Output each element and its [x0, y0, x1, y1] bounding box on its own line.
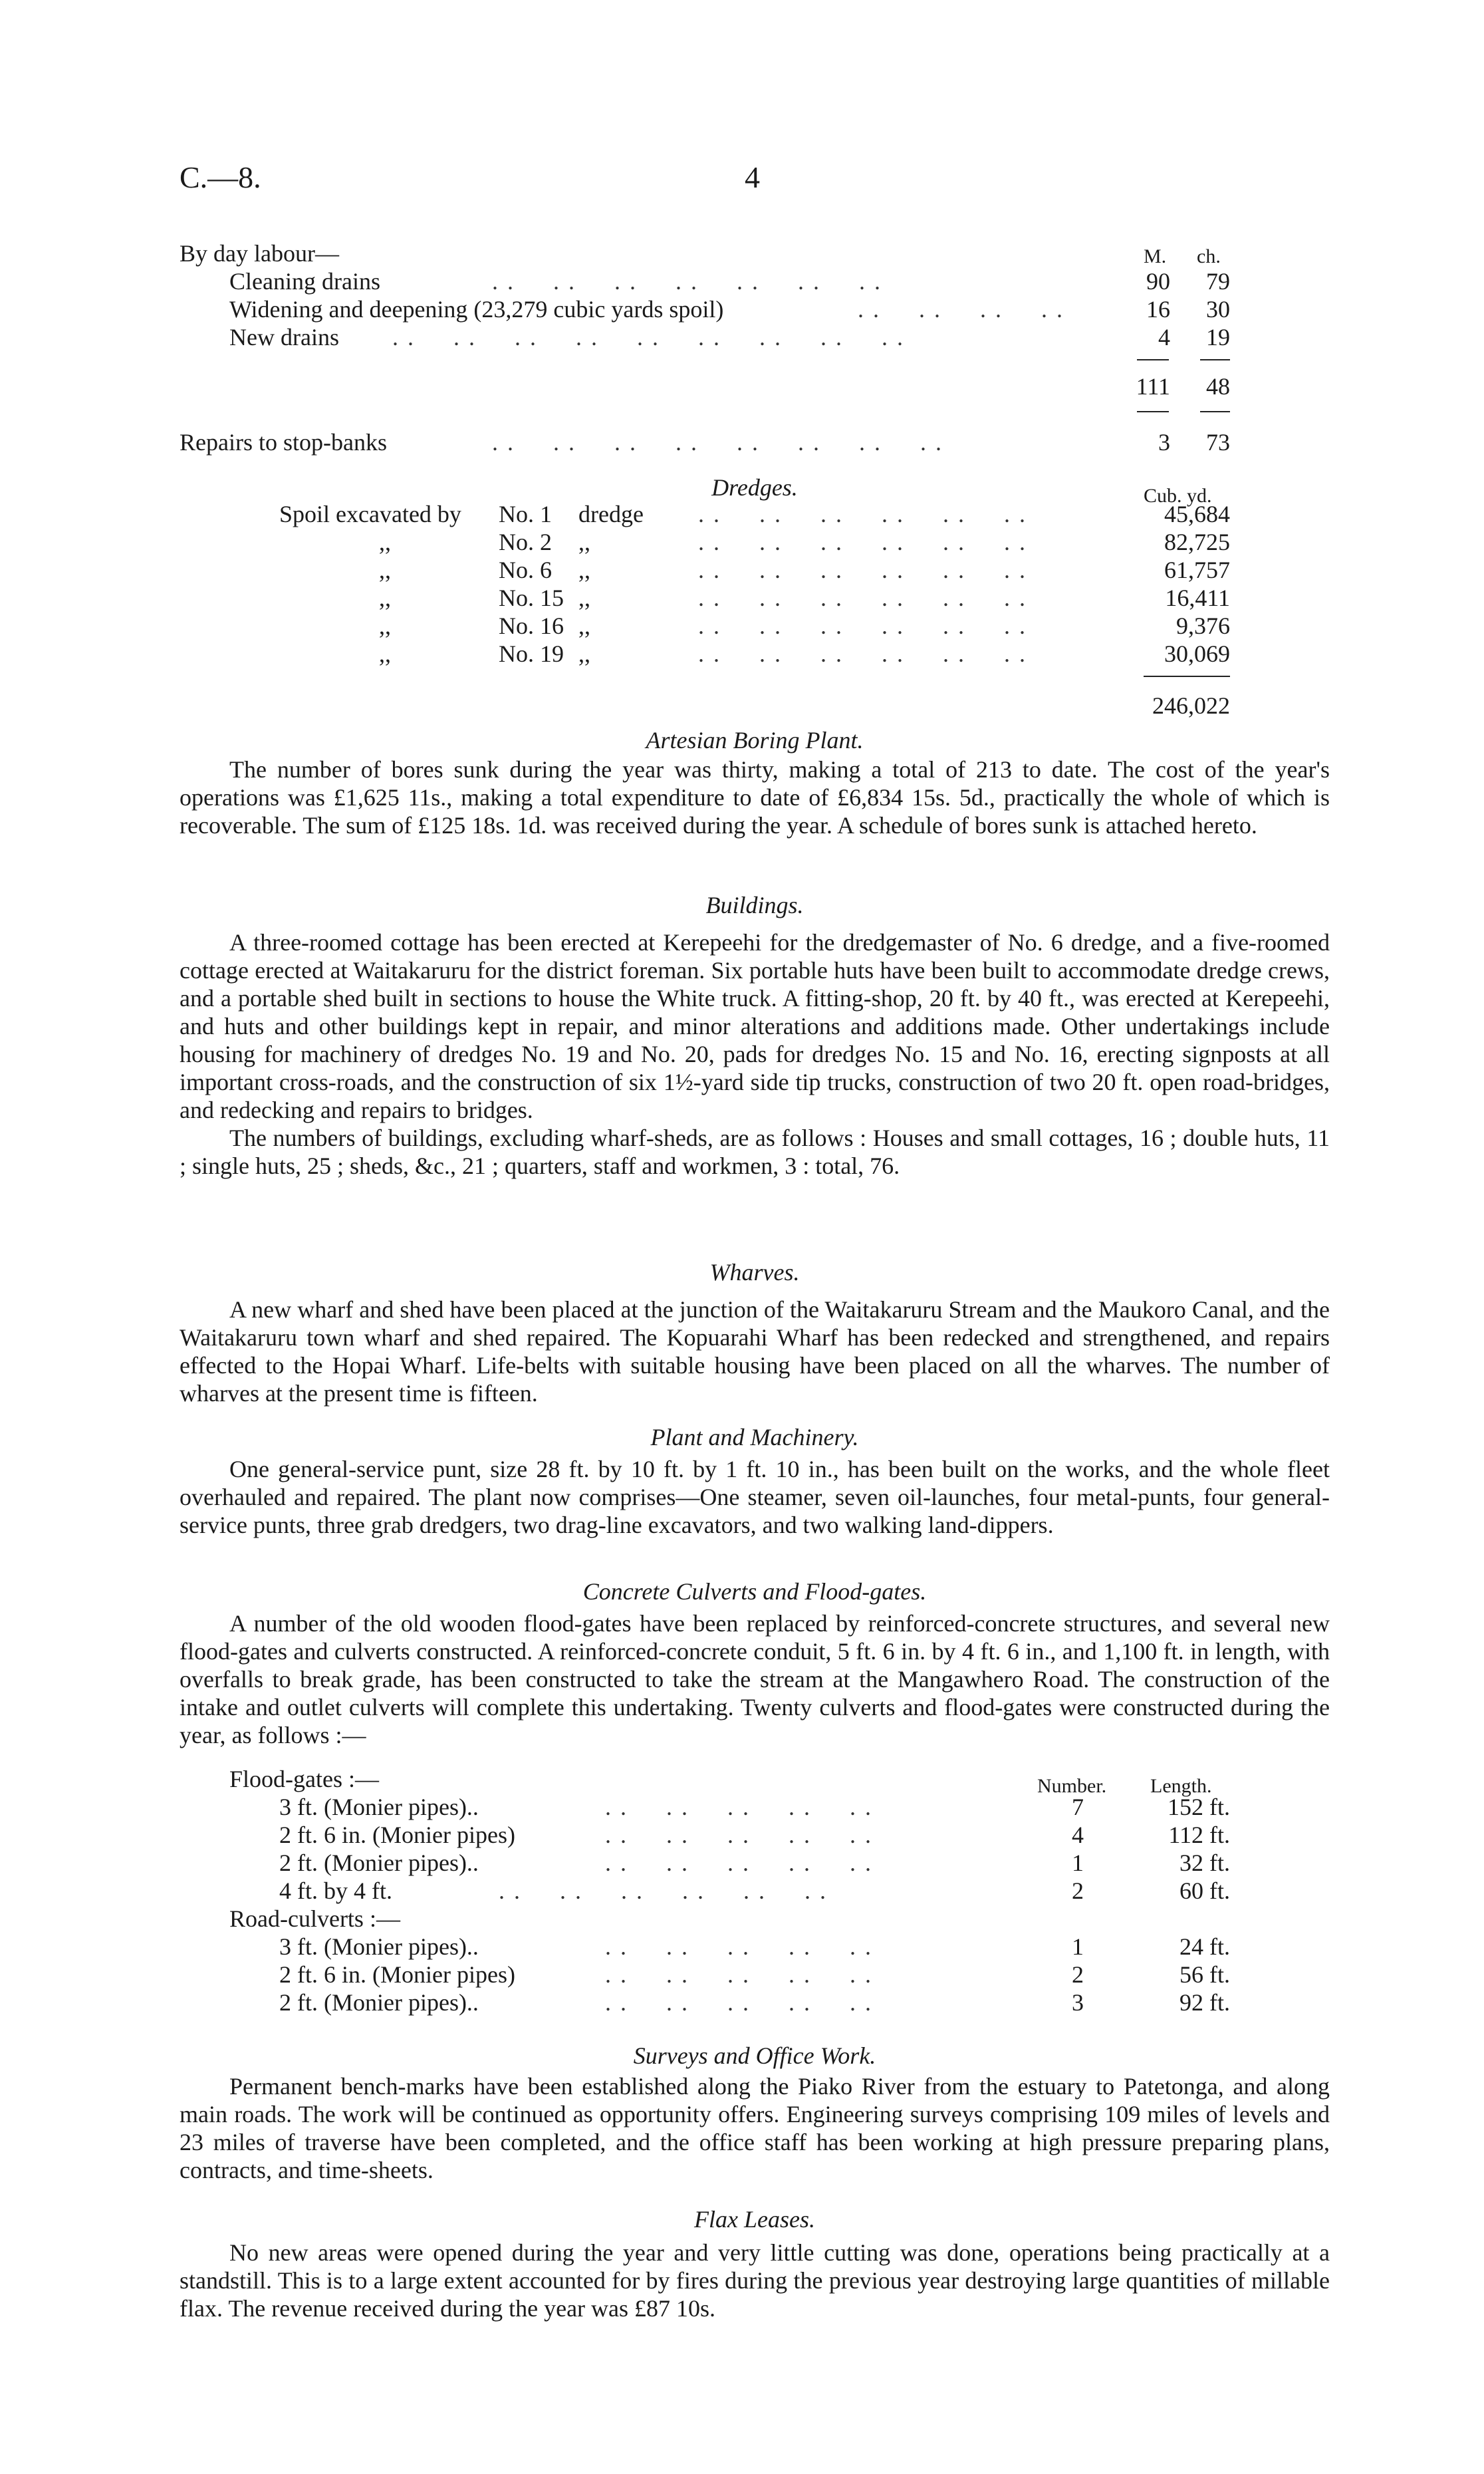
- dredge-row-no: No. 15: [499, 585, 564, 611]
- leader-dots: .. .. .. .. .. ..: [499, 1877, 835, 1904]
- leader-dots: .. .. .. .. ..: [605, 1794, 880, 1820]
- plant-paragraph: [180, 1455, 1330, 1539]
- culvert-row-label: 3 ft. (Monier pipes)..: [279, 1933, 479, 1960]
- floodgates-label: Flood-gates :—: [229, 1766, 379, 1792]
- wharves-heading: Wharves.: [709, 1259, 800, 1286]
- floodgate-row-length: 152 ft.: [1168, 1794, 1230, 1820]
- floodgate-row-label: 2 ft. 6 in. (Monier pipes): [279, 1822, 515, 1848]
- concrete-heading: Concrete Culverts and Flood-gates.: [582, 1578, 927, 1605]
- leader-dots: .. .. .. ..: [858, 296, 1072, 323]
- dredge-row-no: No. 16: [499, 613, 564, 639]
- dredge-row-prefix: ,,: [379, 529, 391, 555]
- rule: [1137, 359, 1169, 360]
- dredge-row-no: No. 1: [499, 501, 552, 527]
- leader-dots: .. .. .. .. .. ..: [698, 640, 1035, 667]
- leader-dots: .. .. .. .. .. .. .. ..: [492, 429, 951, 456]
- day-labour-row-label: Widening and deepening (23,279 cubic yards spoil): [229, 296, 724, 323]
- leader-dots: .. .. .. .. .. .. ..: [492, 268, 890, 295]
- buildings-heading: Buildings.: [705, 892, 804, 918]
- repairs-m: 3: [1158, 429, 1170, 456]
- day-labour-ch: 79: [1206, 268, 1230, 295]
- leader-dots: .. .. .. .. ..: [605, 1850, 880, 1876]
- artesian-heading: Artesian Boring Plant.: [646, 727, 864, 754]
- dredge-row-suffix: ,,: [578, 613, 590, 639]
- dredge-row-suffix: ,,: [578, 529, 590, 555]
- flax-text: No new areas were opened during the year and very little cutting was done, operations being practically at a standstill. This is to a large extent accounted for by fires during the previous year destroying large quantities of millable flax. The revenue received during the year was £87 10s.: [180, 2239, 1330, 2322]
- leader-dots: .. .. .. .. .. .. .. .. ..: [392, 324, 912, 350]
- day-labour-ch: 30: [1206, 296, 1230, 323]
- artesian-text: The number of bores sunk during the year was thirty, making a total of 213 to date. The cost of the year's operations was £1,625 11s., making a total expenditure to date of £6,834 15s. 5d., practically the whole of which is recoverable. The sum of £125 18s. 1d. was received during the year. A schedule of bores sunk is attached hereto.: [180, 756, 1330, 839]
- rule: [1137, 411, 1169, 412]
- day-labour-m: 90: [1146, 268, 1170, 295]
- leader-dots: .. .. .. .. ..: [605, 1961, 880, 1988]
- col-m-header: M.: [1144, 245, 1167, 267]
- col-number-header: Number.: [1037, 1775, 1107, 1797]
- day-labour-row-label: New drains: [229, 324, 339, 350]
- dredge-row-value: 61,757: [1164, 557, 1230, 583]
- leader-dots: .. .. .. .. ..: [605, 1822, 880, 1848]
- day-labour-total-ch: 48: [1206, 373, 1230, 400]
- culvert-row-label: 2 ft. 6 in. (Monier pipes): [279, 1961, 515, 1988]
- floodgate-row-label: 4 ft. by 4 ft.: [279, 1877, 392, 1904]
- dredge-row-value: 30,069: [1164, 640, 1230, 667]
- dredge-row-value: 9,376: [1176, 613, 1230, 639]
- artesian-paragraph: [180, 756, 1330, 839]
- culverts-label: Road-culverts :—: [229, 1905, 400, 1932]
- buildings-count-text: The numbers of buildings, excluding wharf-sheds, are as follows : Houses and small cottages, 16 ; double huts, 11 ; single huts, 25 ; sheds, &c., 21 ; quarters, staff and workmen, 3 : total, 76.: [180, 1125, 1330, 1179]
- dredge-row-value: 16,411: [1165, 585, 1230, 611]
- floodgate-row-length: 32 ft.: [1179, 1850, 1230, 1876]
- surveys-text: Permanent bench-marks have been established along the Piako River from the estuary to Patetonga, and along main roads. The work will be continued as opportunity offers. Engineering surveys comprising 109 miles of levels and 23 miles of traverse have been completed, and the office staff has been working at high pressure preparing plans, contracts, and time-sheets.: [180, 2073, 1330, 2183]
- dredges-col-header: Cub. yd.: [1144, 485, 1212, 507]
- plant-text: One general-service punt, size 28 ft. by 10 ft. by 1 ft. 10 in., has been built on the works, and the whole fleet overhauled and repaired. The plant now comprises—One steamer, seven oil-launches, four metal-punts, four general-service punts, three grab dredgers, two drag-line excavators, and two walking land-dippers.: [180, 1456, 1330, 1538]
- col-ch-header: ch.: [1197, 245, 1221, 267]
- rule: [1200, 411, 1230, 412]
- floodgate-row-label: 2 ft. (Monier pipes)..: [279, 1850, 479, 1876]
- flax-heading: Flax Leases.: [694, 2206, 815, 2233]
- dredge-row-suffix: ,,: [578, 557, 590, 583]
- flax-paragraph: [180, 2239, 1330, 2322]
- buildings-text: A three-roomed cottage has been erected at Kerepeehi for the dredgemaster of No. 6 dredge, and a five-roomed cottage erected at Waitakaruru for the district foreman. Six portable huts have been built to accommodate dredge crews, and a portable shed built in sections to house the White truck. A fitting-shop, 20 ft. by 40 ft., was erected at Kerepeehi, and huts and other buildings kept in repair, and minor alterations and additions made. Other undertakings include housing for machinery of dredges No. 19 and No. 20, pads for dredges No. 15 and No. 16, erecting signposts at all important cross-roads, and the construction of six 1½-yard side tip trucks, construction of two 20 ft. open road-bridges, and redecking and repairs to bridges.: [180, 929, 1330, 1123]
- concrete-paragraph: [180, 1609, 1330, 1749]
- dredge-row-no: No. 6: [499, 557, 552, 583]
- floodgate-row-number: 2: [1072, 1877, 1084, 1904]
- day-labour-label: By day labour—: [180, 240, 339, 267]
- dredge-row-value: 82,725: [1164, 529, 1230, 555]
- dredges-total: 246,022: [1152, 692, 1230, 719]
- floodgate-row-number: 4: [1072, 1822, 1084, 1848]
- day-labour-total-m: 111: [1136, 373, 1170, 400]
- dredge-row-prefix: ,,: [379, 585, 391, 611]
- dredge-row-prefix: ,,: [379, 557, 391, 583]
- leader-dots: .. .. .. .. ..: [605, 1933, 880, 1960]
- floodgate-row-number: 7: [1072, 1794, 1084, 1820]
- rule: [1200, 359, 1230, 360]
- plant-heading: Plant and Machinery.: [650, 1424, 859, 1450]
- floodgate-row-label: 3 ft. (Monier pipes)..: [279, 1794, 479, 1820]
- surveys-heading: Surveys and Office Work.: [633, 2042, 876, 2069]
- dredges-heading: Dredges.: [711, 474, 798, 501]
- leader-dots: .. .. .. .. .. ..: [698, 557, 1035, 583]
- dredge-row-suffix: ,,: [578, 640, 590, 667]
- leader-dots: .. .. .. .. .. ..: [698, 529, 1035, 555]
- repairs-label: Repairs to stop-banks: [180, 429, 387, 456]
- surveys-paragraph: [180, 2072, 1330, 2184]
- day-labour-row-label: Cleaning drains: [229, 268, 380, 295]
- culvert-row-number: 2: [1072, 1961, 1084, 1988]
- culvert-row-number: 1: [1072, 1933, 1084, 1960]
- day-labour-m: 16: [1146, 296, 1170, 323]
- dredge-row-prefix: ,,: [379, 640, 391, 667]
- col-length-header: Length.: [1150, 1775, 1212, 1797]
- dredge-row-prefix: Spoil excavated by: [279, 501, 461, 527]
- dredge-row-prefix: ,,: [379, 613, 391, 639]
- dredge-row-value: 45,684: [1164, 501, 1230, 527]
- dredge-row-no: No. 19: [499, 640, 564, 667]
- leader-dots: .. .. .. .. ..: [605, 1989, 880, 2016]
- leader-dots: .. .. .. .. .. ..: [698, 501, 1035, 527]
- page-number: 4: [745, 160, 760, 194]
- leader-dots: .. .. .. .. .. ..: [698, 585, 1035, 611]
- buildings-paragraph: [180, 928, 1330, 1180]
- culvert-row-length: 92 ft.: [1179, 1989, 1230, 2016]
- culvert-row-label: 2 ft. (Monier pipes)..: [279, 1989, 479, 2016]
- concrete-text: A number of the old wooden flood-gates have been replaced by reinforced-concrete structures, and several new flood-gates and culverts constructed. A reinforced-concrete conduit, 5 ft. 6 in. by 4 ft. 6 in., and 1,100 ft. in length, with overfalls to break grade, has been constructed to take the stream at the Mangawhero Road. The construction of the intake and outlet culverts will complete this undertaking. Twenty culverts and flood-gates were constructed during the year, as follows :—: [180, 1610, 1330, 1748]
- dredge-row-no: No. 2: [499, 529, 552, 555]
- dredge-row-suffix: ,,: [578, 585, 590, 611]
- day-labour-ch: 19: [1206, 324, 1230, 350]
- dredge-row-suffix: dredge: [578, 501, 644, 527]
- floodgate-row-length: 112 ft.: [1168, 1822, 1230, 1848]
- day-labour-m: 4: [1158, 324, 1170, 350]
- wharves-paragraph: [180, 1296, 1330, 1407]
- doc-reference: C.—8.: [180, 160, 261, 194]
- rule: [1144, 676, 1230, 677]
- floodgate-row-length: 60 ft.: [1179, 1877, 1230, 1904]
- culvert-row-length: 56 ft.: [1179, 1961, 1230, 1988]
- culvert-row-number: 3: [1072, 1989, 1084, 2016]
- repairs-ch: 73: [1206, 429, 1230, 456]
- wharves-text: A new wharf and shed have been placed at the junction of the Waitakaruru Stream and the Maukoro Canal, and the Waitakaruru town wharf and shed repaired. The Kopuarahi Wharf has been redecked and strengthened, and repairs effected to the Hopai Wharf. Life-belts with suitable housing have been placed on all the wharves. The number of wharves at the present time is fifteen.: [180, 1296, 1330, 1407]
- floodgate-row-number: 1: [1072, 1850, 1084, 1876]
- culvert-row-length: 24 ft.: [1179, 1933, 1230, 1960]
- leader-dots: .. .. .. .. .. ..: [698, 613, 1035, 639]
